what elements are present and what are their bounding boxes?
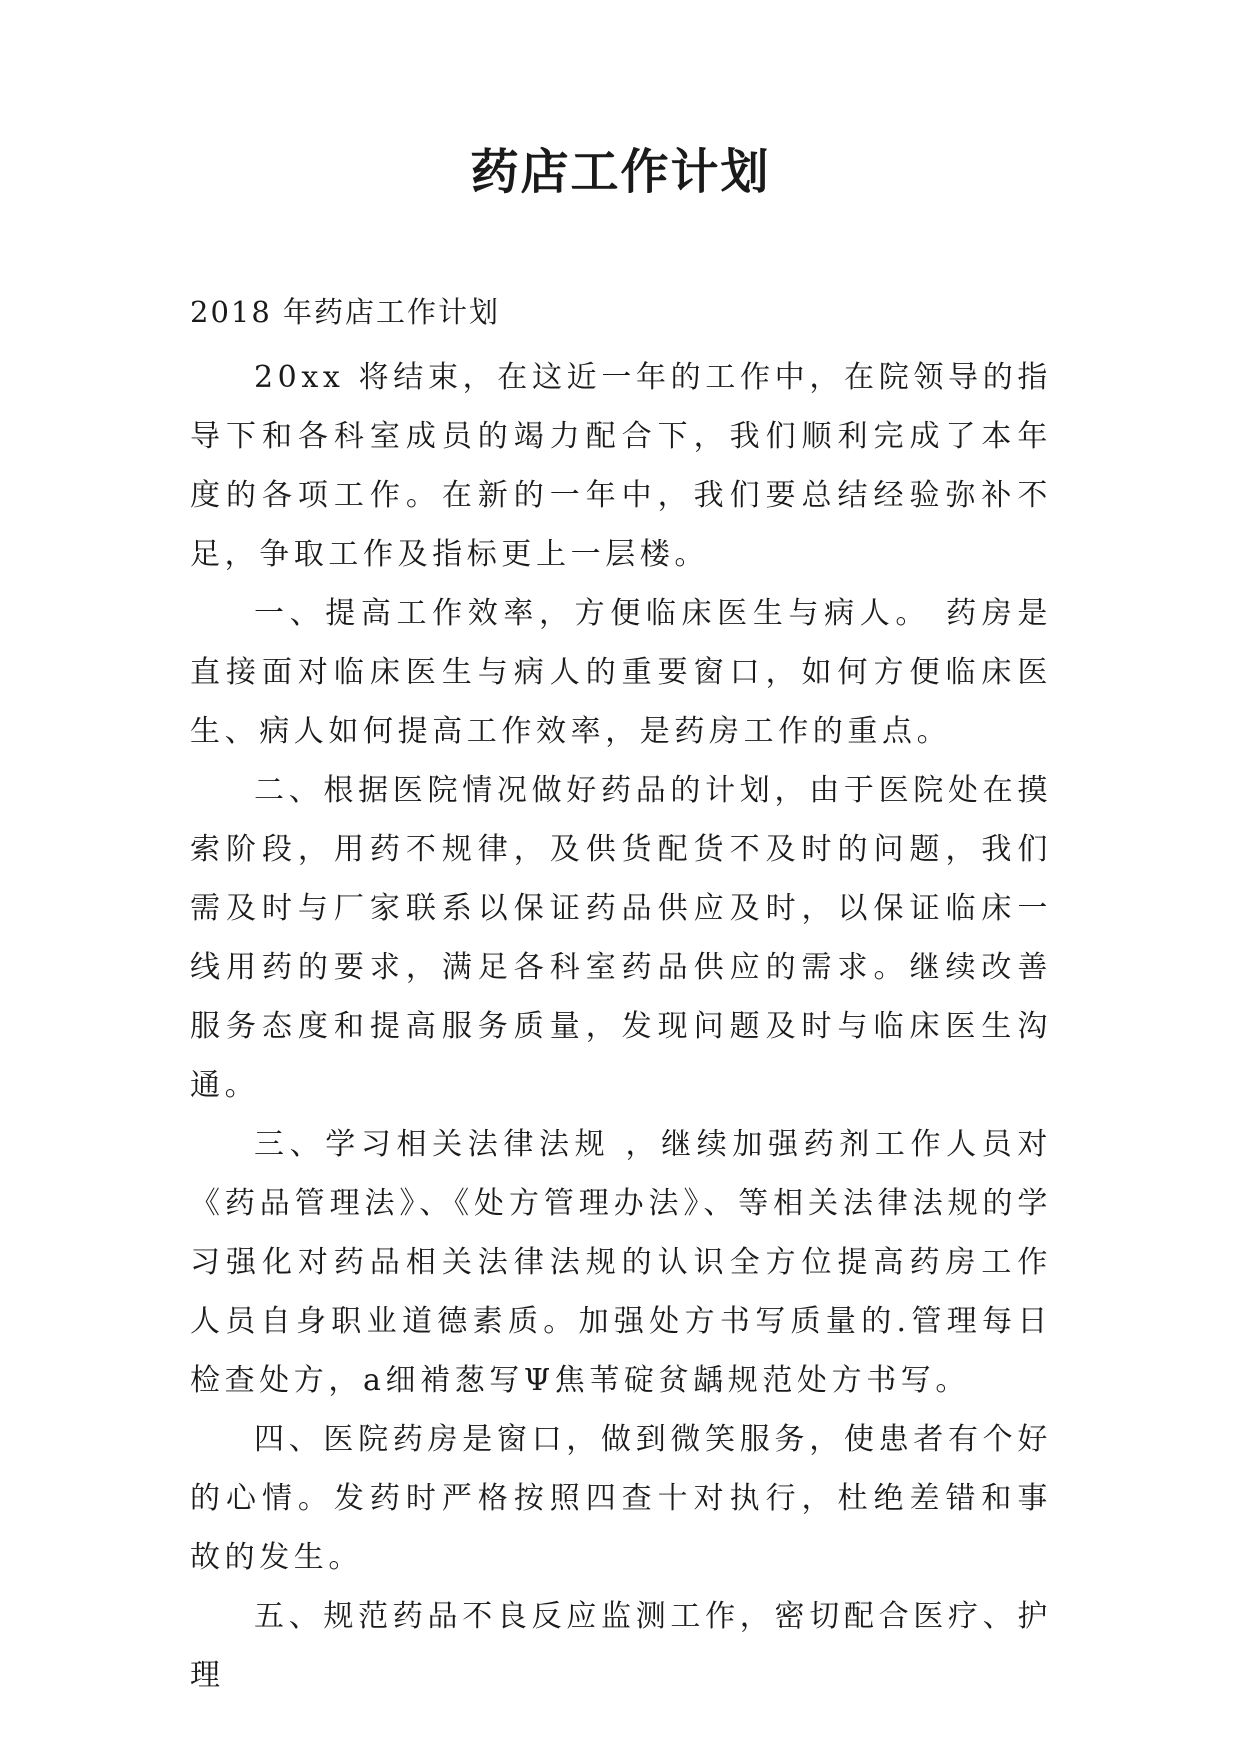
paragraph-item-4: 四、医院药房是窗口，做到微笑服务，使患者有个好的心情。发药时严格按照四查十对执行，杜绝差错和事故的发生。 <box>190 1422 1052 1575</box>
document-title: 药店工作计划 <box>470 144 771 200</box>
document-subtitle: 2018 年药店工作计划 <box>190 295 501 329</box>
paragraph-item-2: 二、根据医院情况做好药品的计划，由于医院处在摸索阶段，用药不规律，及供货配货不及时的问题，我们需及时与厂家联系以保证药品供应及时，以保证临床一线用药的要求，满足各科室药品供应的需求。继续改善服务态度和提高服务质量，发现问题及时与临床医生沟通。 <box>190 773 1052 1103</box>
paragraph-item-5: 五、规范药品不良反应监测工作，密切配合医疗、护理 <box>190 1599 1052 1693</box>
paragraph-intro: 20xx 将结束，在这近一年的工作中，在院领导的指导下和各科室成员的竭力配合下，我们顺利完成了本年度的各项工作。在新的一年中，我们要总结经验弥补不足，争取工作及指标更上一层楼。 <box>190 360 1052 572</box>
paragraph-item-3: 三、学习相关法律法规 ，继续加强药剂工作人员对《药品管理法》、《处方管理办法》、等相关法律法规的学习强化对药品相关法律法规的认识全方位提高药房工作人员自身职业道德素质。加强处方书写质量的.管理每日检查处方，a细褃葱写Ψ焦苇碇贫龋规范处方书写。 <box>190 1127 1052 1398</box>
document-body <box>190 348 1052 1705</box>
paragraph-item-1: 一、提高工作效率，方便临床医生与病人。 药房是直接面对临床医生与病人的重要窗口，如何方便临床医生、病人如何提高工作效率，是药房工作的重点。 <box>190 596 1052 749</box>
